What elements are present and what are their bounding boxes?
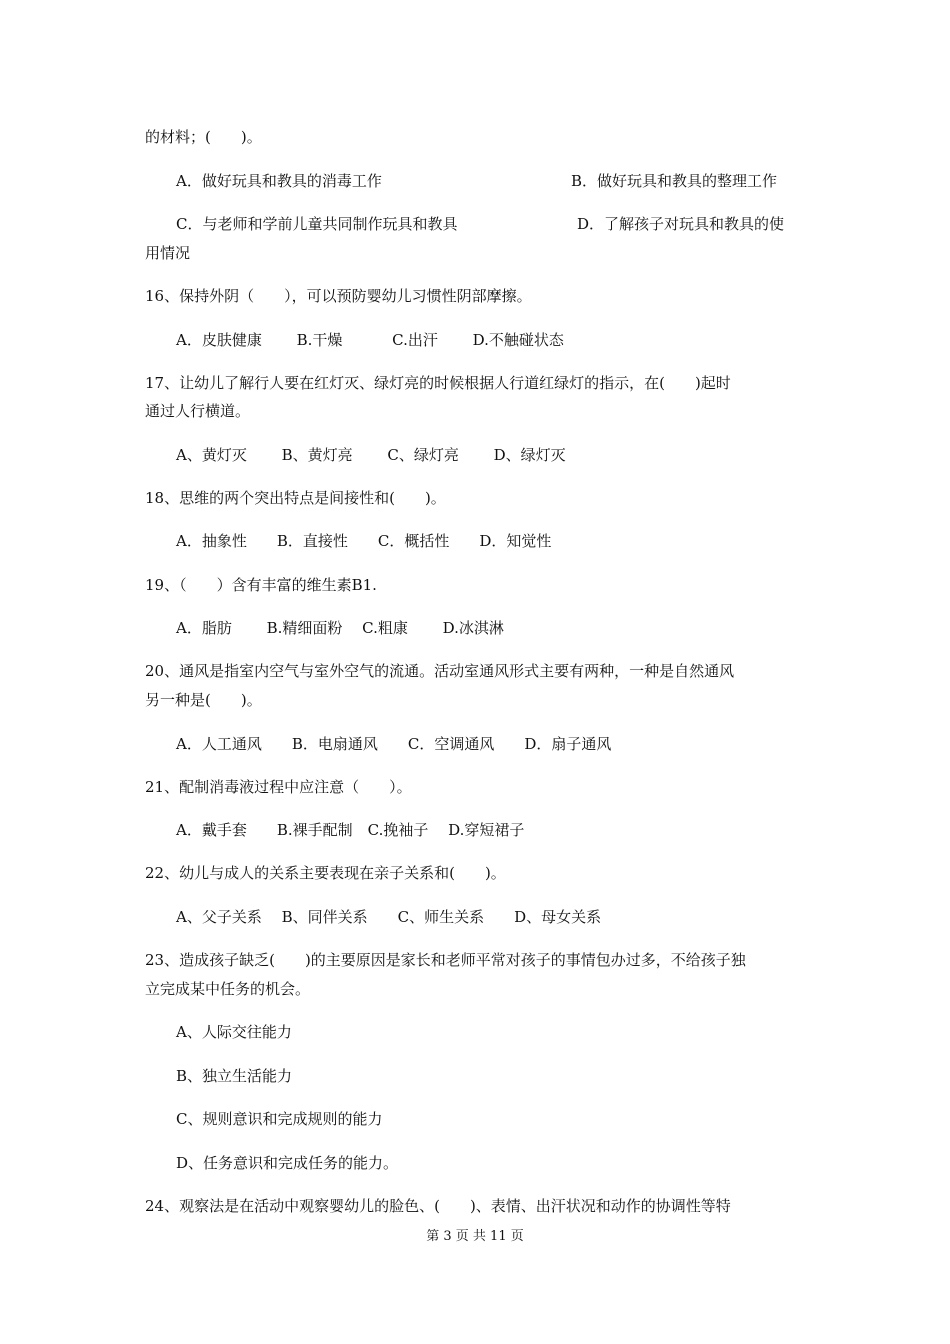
question-19-options: A．脂肪 B.精细面粉 C.粗康 D.冰淇淋 [176, 619, 504, 637]
question-17-options: A、黄灯灭 B、黄灯亮 C、绿灯亮 D、绿灯灭 [176, 446, 566, 464]
text-line: 的材料；( )。 [145, 128, 262, 146]
option-a: A．做好玩具和教具的消毒工作 [176, 172, 382, 190]
question-17-continued: 通过人行横道。 [145, 402, 251, 420]
question-16-options: A．皮肤健康 B.干燥 C.出汗 D.不触碰状态 [176, 331, 564, 349]
question-23: 23、造成孩子缺乏( )的主要原因是家长和老师平常对孩子的事情包办过多，不给孩子独 [145, 951, 746, 969]
option-d: D．了解孩子对玩具和教具的使 [577, 215, 785, 233]
option-c: C．与老师和学前儿童共同制作玩具和教具 [176, 215, 458, 233]
question-20-options: A．人工通风 B．电扇通风 C．空调通风 D．扇子通风 [176, 735, 612, 753]
option-d-continued: 用情况 [145, 244, 191, 262]
question-23-option-c: C、规则意识和完成规则的能力 [176, 1110, 383, 1128]
question-21-options: A．戴手套 B.裸手配制 C.挽袖子 D.穿短裙子 [176, 821, 525, 839]
question-24: 24、观察法是在活动中观察婴幼儿的脸色、( )、表情、出汗状况和动作的协调性等特 [145, 1197, 731, 1215]
question-17: 17、让幼儿了解行人要在红灯灭、绿灯亮的时候根据人行道红绿灯的指示，在( )起时 [145, 374, 731, 392]
option-b: B．做好玩具和教具的整理工作 [571, 172, 778, 190]
question-21: 21、配制消毒液过程中应注意（ ）。 [145, 778, 412, 796]
question-20: 20、通风是指室内空气与室外空气的流通。活动室通风形式主要有两种，一种是自然通风 [145, 662, 735, 680]
question-20-continued: 另一种是( )。 [145, 691, 262, 709]
question-18-options: A．抽象性 B．直接性 C．概括性 D．知觉性 [176, 532, 552, 550]
question-23-continued: 立完成某中任务的机会。 [145, 980, 311, 998]
question-18: 18、思维的两个突出特点是间接性和( )。 [145, 489, 446, 507]
page-footer: 第 3 页 共 11 页 [426, 1229, 524, 1244]
question-16: 16、保持外阴（ ），可以预防婴幼儿习惯性阴部摩擦。 [145, 287, 532, 305]
question-23-option-b: B、独立生活能力 [176, 1067, 293, 1085]
question-22-options: A、父子关系 B、同伴关系 C、师生关系 D、母女关系 [176, 908, 602, 926]
question-23-option-d: D、任务意识和完成任务的能力。 [176, 1154, 399, 1172]
question-22: 22、幼儿与成人的关系主要表现在亲子关系和( )。 [145, 864, 506, 882]
question-23-option-a: A、人际交往能力 [176, 1023, 292, 1041]
question-19: 19、（ ）含有丰富的维生素B1. [145, 576, 377, 594]
